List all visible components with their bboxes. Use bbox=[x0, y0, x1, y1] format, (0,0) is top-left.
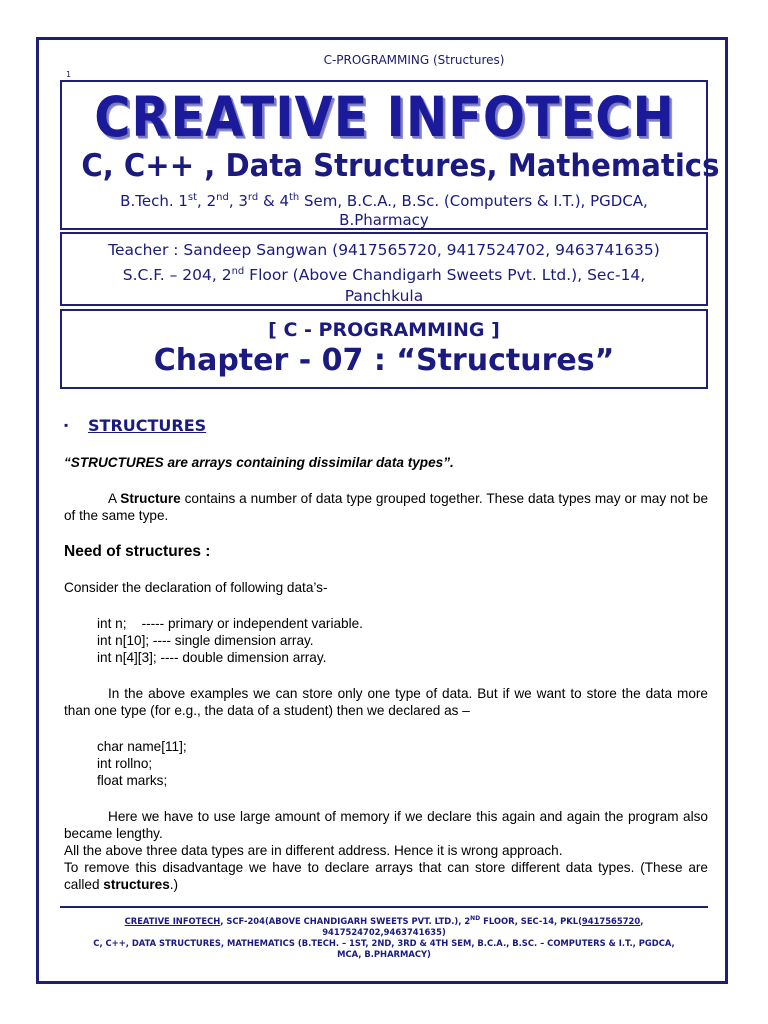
code-line: char name[11]; bbox=[97, 739, 187, 754]
declaration-list bbox=[64, 615, 708, 666]
footer-line-2: 9417524702,9463741635) bbox=[322, 926, 446, 937]
address-city: Panchkula bbox=[344, 287, 424, 306]
brand-title: CREATIVE INFOTECH bbox=[94, 85, 675, 149]
courses-line-2: B.Pharmacy bbox=[339, 211, 429, 229]
square-bullet-icon: ▪ bbox=[64, 418, 69, 432]
definition-quote: “STRUCTURES are arrays containing dissimilar data types”. bbox=[64, 455, 454, 470]
chapter-tag: [ C - PROGRAMMING ] bbox=[268, 319, 500, 341]
chapter-title: Chapter - 07 : “Structures” bbox=[153, 343, 615, 378]
code-line: float marks; bbox=[97, 773, 168, 788]
section-heading-row bbox=[64, 417, 708, 434]
page-footer bbox=[60, 906, 708, 964]
declaration-item: int n[10]; ---- single dimension array. bbox=[97, 633, 314, 648]
contact-box bbox=[60, 232, 708, 306]
need-heading: Need of structures : bbox=[64, 543, 211, 560]
declaration-item: int n; ----- primary or independent variable. bbox=[97, 616, 363, 631]
paragraph-5: To remove this disadvantage we have to declare arrays that can store different data types. (These are called structures.) bbox=[64, 860, 708, 892]
teacher-line: Teacher : Sandeep Sangwan (9417565720, 9417524702, 9463741635) bbox=[108, 241, 660, 259]
running-header: C-PROGRAMMING (Structures) bbox=[323, 53, 505, 67]
courses-line: B.Tech. 1st, 2nd, 3rd & 4th Sem, B.C.A., B.Sc. (Computers & I.T.), PGDCA, B.Pharmacy bbox=[62, 188, 706, 230]
code-block bbox=[64, 738, 708, 789]
section-title: STRUCTURES bbox=[88, 416, 207, 435]
footer-line-1: CREATIVE INFOTECH, SCF-204(ABOVE CHANDIGARH SWEETS PVT. LTD.), 2ND FLOOR, SEC-14, PKL(9417565720, bbox=[124, 915, 644, 926]
footer-line-3: C, C++, DATA STRUCTURES, MATHEMATICS (B.TECH. – 1ST, 2ND, 3RD & 4TH SEM, B.C.A., B.SC. – COMPUTERS & I.T., PGDCA, bbox=[93, 937, 675, 948]
chapter-box bbox=[60, 309, 708, 389]
subjects-line: C, C++ , Data Structures, Mathematics bbox=[81, 148, 720, 184]
paragraph-3: Here we have to use large amount of memory if we declare this again and again the program also became lengthy. bbox=[64, 809, 708, 841]
page-mark: 1 bbox=[66, 70, 72, 79]
paragraph-4: All the above three data types are in different address. Hence it is wrong approach. bbox=[64, 843, 563, 858]
brand-header-box bbox=[60, 80, 720, 230]
paragraph-2: In the above examples we can store only one type of data. But if we want to store the data more than one type (for e.g., the data of a student) then we declared as – bbox=[64, 686, 708, 718]
paragraph-1: A Structure contains a number of data type grouped together. These data types may or may not be of the same type. bbox=[64, 491, 709, 523]
declaration-item: int n[4][3]; ---- double dimension array. bbox=[97, 650, 327, 665]
consider-line: Consider the declaration of following data’s- bbox=[64, 580, 328, 595]
footer-line-4: MCA, B.PHARMACY) bbox=[337, 948, 431, 959]
address-line: S.C.F. – 204, 2nd Floor (Above Chandigarh Sweets Pvt. Ltd.), Sec-14, bbox=[122, 266, 646, 285]
code-line: int rollno; bbox=[97, 756, 153, 771]
main-content bbox=[64, 417, 708, 893]
